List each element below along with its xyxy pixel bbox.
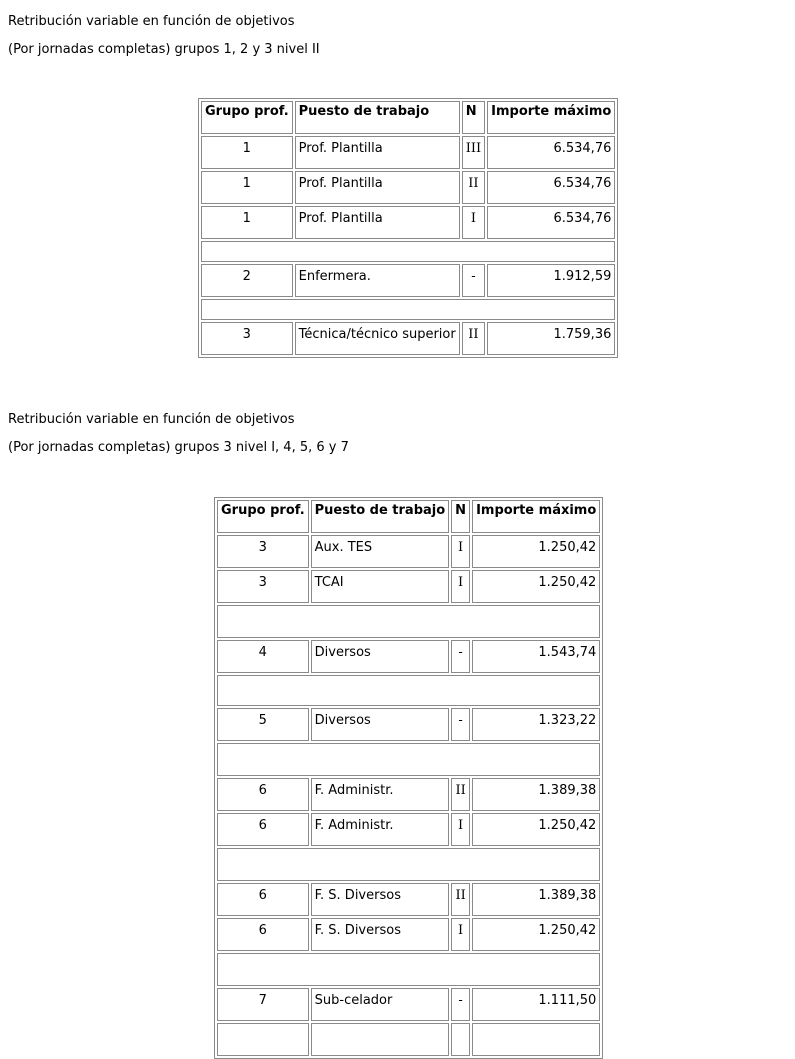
cell-puesto: F. Administr. — [311, 778, 450, 811]
cell-grupo: 3 — [217, 570, 309, 603]
cell-grupo: 2 — [201, 264, 293, 297]
spacer-row — [201, 241, 615, 262]
spacer-cell — [217, 743, 600, 776]
spacer-row — [217, 848, 600, 881]
spacer-row — [201, 299, 615, 320]
cell-puesto: Sub-celador — [311, 988, 450, 1021]
cell-grupo: 1 — [201, 206, 293, 239]
spacer-cell — [217, 848, 600, 881]
section1-title: Retribución variable en función de objetivos — [8, 14, 295, 29]
section2-title: Retribución variable en función de objetivos — [8, 412, 295, 427]
spacer-cell — [201, 299, 615, 320]
col-header-grupo: Grupo prof. — [201, 101, 293, 134]
table-row — [201, 206, 615, 239]
spacer-cell — [217, 953, 600, 986]
cell-grupo: 5 — [217, 708, 309, 741]
cell-puesto: F. Administr. — [311, 813, 450, 846]
spacer-row — [217, 605, 600, 638]
cell-puesto: Aux. TES — [311, 535, 450, 568]
cell-puesto: Técnica/técnico superior — [295, 322, 460, 355]
table-row — [217, 883, 600, 916]
table-2-header-row — [217, 500, 600, 533]
table-row — [217, 778, 600, 811]
cell-importe: 1.250,42 — [472, 918, 600, 951]
section2-subtitle: (Por jornadas completas) grupos 3 nivel I, 4, 5, 6 y 7 — [8, 440, 349, 455]
col-header-grupo: Grupo prof. — [217, 500, 309, 533]
cell-importe: 1.250,42 — [472, 535, 600, 568]
cell-nivel: - — [451, 640, 470, 673]
cell-nivel: II — [462, 171, 485, 204]
col-header-importe: Importe máximo — [487, 101, 615, 134]
table-row — [217, 988, 600, 1021]
cell-nivel: I — [462, 206, 485, 239]
cell-grupo: 6 — [217, 918, 309, 951]
spacer-cell — [201, 241, 615, 262]
cell-importe: 1.389,38 — [472, 883, 600, 916]
cell-nivel: - — [451, 988, 470, 1021]
cell-nivel: II — [462, 322, 485, 355]
cell-importe: 1.912,59 — [487, 264, 615, 297]
spacer-cell — [217, 675, 600, 706]
cell-grupo: 3 — [217, 535, 309, 568]
cell-puesto: Diversos — [311, 640, 450, 673]
cell-puesto: TCAI — [311, 570, 450, 603]
spacer-row — [217, 953, 600, 986]
spacer-cell — [217, 1023, 309, 1056]
cell-puesto: F. S. Diversos — [311, 918, 450, 951]
cell-importe: 6.534,76 — [487, 171, 615, 204]
cell-grupo: 7 — [217, 988, 309, 1021]
table-2 — [214, 497, 603, 1059]
cell-importe: 1.323,22 — [472, 708, 600, 741]
cell-grupo: 6 — [217, 813, 309, 846]
spacer-cell — [451, 1023, 470, 1056]
cell-nivel: - — [451, 708, 470, 741]
cell-importe: 1.250,42 — [472, 813, 600, 846]
table-row — [217, 640, 600, 673]
col-header-n: N — [462, 101, 485, 134]
cell-nivel: III — [462, 136, 485, 169]
table-row — [217, 918, 600, 951]
cell-nivel: II — [451, 778, 470, 811]
table-row — [201, 136, 615, 169]
table-row — [217, 535, 600, 568]
col-header-puesto: Puesto de trabajo — [295, 101, 460, 134]
table-row — [217, 813, 600, 846]
cell-importe: 1.250,42 — [472, 570, 600, 603]
cell-grupo: 1 — [201, 136, 293, 169]
cell-puesto: Prof. Plantilla — [295, 136, 460, 169]
spacer-row — [217, 1023, 600, 1056]
cell-grupo: 4 — [217, 640, 309, 673]
section1-subtitle: (Por jornadas completas) grupos 1, 2 y 3 nivel II — [8, 42, 320, 57]
table-row — [201, 171, 615, 204]
cell-importe: 6.534,76 — [487, 206, 615, 239]
cell-puesto: Prof. Plantilla — [295, 171, 460, 204]
table-row — [201, 322, 615, 355]
cell-grupo: 1 — [201, 171, 293, 204]
spacer-cell — [217, 605, 600, 638]
cell-nivel: II — [451, 883, 470, 916]
cell-nivel: I — [451, 535, 470, 568]
table-1 — [198, 98, 618, 358]
cell-importe: 6.534,76 — [487, 136, 615, 169]
cell-puesto: Diversos — [311, 708, 450, 741]
table-row — [217, 570, 600, 603]
cell-importe: 1.759,36 — [487, 322, 615, 355]
cell-puesto: Prof. Plantilla — [295, 206, 460, 239]
cell-grupo: 6 — [217, 883, 309, 916]
cell-importe: 1.543,74 — [472, 640, 600, 673]
cell-importe: 1.389,38 — [472, 778, 600, 811]
spacer-cell — [311, 1023, 450, 1056]
cell-puesto: F. S. Diversos — [311, 883, 450, 916]
table-row — [217, 708, 600, 741]
col-header-n: N — [451, 500, 470, 533]
spacer-row — [217, 675, 600, 706]
spacer-row — [217, 743, 600, 776]
cell-grupo: 3 — [201, 322, 293, 355]
cell-importe: 1.111,50 — [472, 988, 600, 1021]
cell-nivel: I — [451, 570, 470, 603]
col-header-puesto: Puesto de trabajo — [311, 500, 450, 533]
table-row — [201, 264, 615, 297]
cell-nivel: I — [451, 918, 470, 951]
table-1-header-row — [201, 101, 615, 134]
spacer-cell — [472, 1023, 600, 1056]
col-header-importe: Importe máximo — [472, 500, 600, 533]
cell-nivel: - — [462, 264, 485, 297]
cell-puesto: Enfermera. — [295, 264, 460, 297]
cell-nivel: I — [451, 813, 470, 846]
cell-grupo: 6 — [217, 778, 309, 811]
